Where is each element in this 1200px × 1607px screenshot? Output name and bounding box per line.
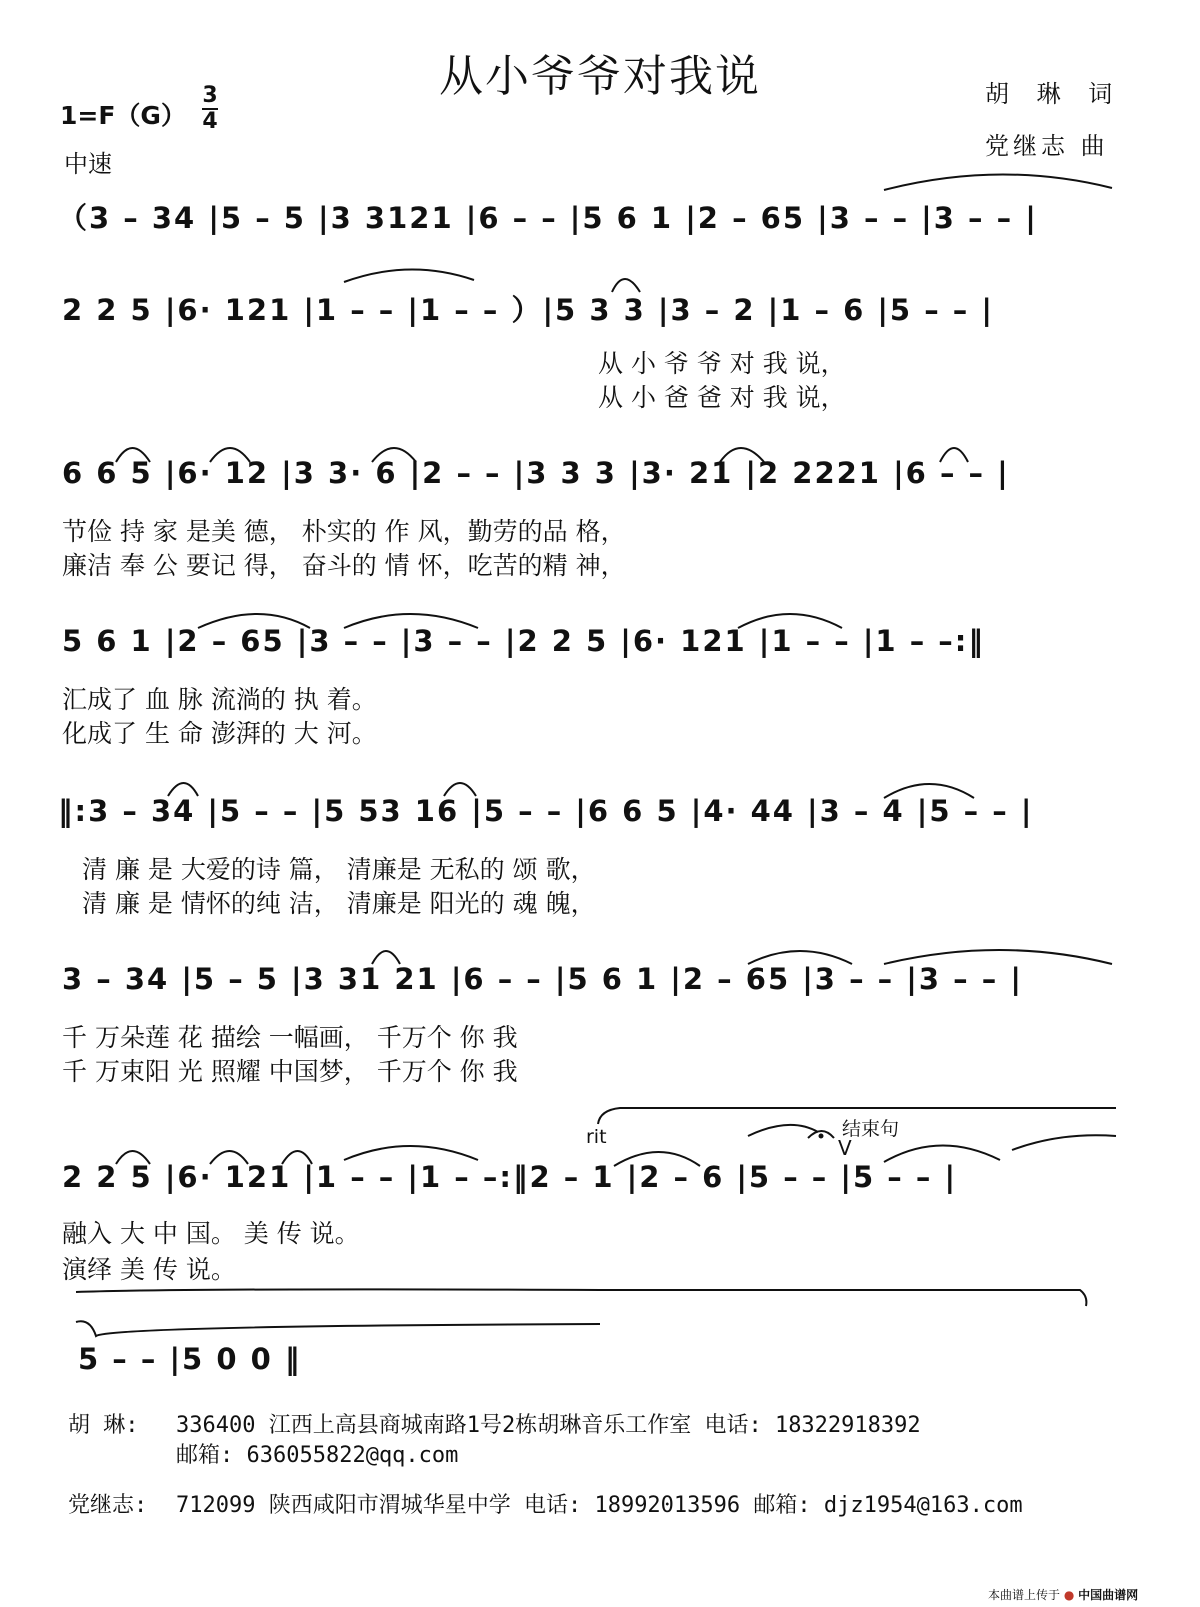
contact-hulin-line2: 邮箱: 636055822@qq.com bbox=[176, 1443, 459, 1468]
lyricist-credit: 胡 琳 词 bbox=[985, 80, 1123, 108]
slur-arc bbox=[116, 448, 150, 462]
fermata-icon bbox=[808, 1131, 834, 1139]
ending-phrase-label: 结束句 bbox=[842, 1118, 900, 1140]
lyric-verse-1: 千 万朵莲 花 描绘 一幅画， 千万个 你 我 bbox=[62, 1023, 518, 1052]
upload-credit-prefix: 本曲谱上传于 bbox=[988, 1588, 1061, 1602]
contact-dang-line: 712099 陕西咸阳市渭城华星中学 电话: 18992013596 邮箱: djz1954@163.com bbox=[176, 1493, 1023, 1518]
tie-arc bbox=[884, 1145, 1000, 1162]
tie-arc bbox=[344, 269, 474, 282]
notation-line: （3 – 34 |5 – 5 |3 3121 |6 – – |5 6 1 |2 – 65 |3 – – |3 – – | bbox=[58, 201, 1038, 235]
tie-arc bbox=[344, 1146, 478, 1160]
lyric-verse-1: 从 小 爷 爷 对 我 说， bbox=[598, 349, 846, 378]
tie-arc bbox=[884, 950, 1112, 964]
slur-arc bbox=[748, 951, 852, 964]
lyric-verse-2: 千 万束阳 光 照耀 中国梦， 千万个 你 我 bbox=[62, 1057, 518, 1086]
notation-line: 5 – – |5 0 0 ‖ bbox=[78, 1342, 302, 1376]
contact-dang-label: 党继志: bbox=[68, 1493, 148, 1518]
time-sig-denominator: 4 bbox=[202, 109, 218, 134]
lyric-verse-1: 融入 大 中 国。 美 传 说。 bbox=[62, 1219, 360, 1248]
slur-arc bbox=[282, 1151, 312, 1164]
lyric-verse-2: 化成了 生 命 澎湃的 大 河。 bbox=[62, 719, 377, 748]
slur-arc bbox=[210, 1151, 248, 1164]
site-name: 中国曲谱网 bbox=[1078, 1588, 1139, 1602]
notation-line: 5 6 1 |2 – 65 |3 – – |3 – – |2 2 5 |6· 121 |1 – – |1 – –:‖ bbox=[62, 624, 985, 658]
notation-line: 6 6 5 |6· 12 |3 3· 6 |2 – – |3 3 3 |3· 21 |2 2221 |6 – – | bbox=[62, 456, 1010, 490]
slur-arc bbox=[372, 951, 400, 964]
lyric-verse-2: 清 廉 是 情怀的纯 洁， 清廉是 阳光的 魂 魄， bbox=[82, 889, 596, 918]
lyric-verse-1: 节俭 持 家 是美 德， 朴实的 作 风，勤劳的品 格， bbox=[62, 517, 626, 546]
notation-line: 2 2 5 |6· 121 |1 – – |1 – –:‖2 – 1 |2 – 6 |5 – – |5 – – | bbox=[62, 1160, 958, 1194]
contact-hulin-line1: 336400 江西上高县商城南路1号2栋胡琳音乐工作室 电话: 18322918392 bbox=[176, 1413, 921, 1438]
slur-arc bbox=[210, 448, 250, 462]
rit-marking: rit bbox=[586, 1126, 607, 1148]
breath-mark: V bbox=[838, 1136, 852, 1160]
slur-arc bbox=[748, 1125, 818, 1136]
tempo-marking: 中速 bbox=[64, 150, 112, 178]
slur-arc bbox=[720, 448, 764, 462]
key-signature: 1=F（G） bbox=[60, 101, 186, 130]
lyric-verse-2: 从 小 爸 爸 对 我 说， bbox=[598, 383, 846, 412]
lyric-verse-2: 廉洁 奉 公 要记 得， 奋斗的 情 怀，吃苦的精 神， bbox=[62, 551, 626, 580]
slur-arc bbox=[940, 448, 968, 462]
slur-arc bbox=[738, 614, 842, 628]
slur-arc bbox=[116, 1151, 150, 1164]
song-title: 从小爷爷对我说 bbox=[439, 51, 761, 102]
tie-arc bbox=[344, 614, 478, 628]
slur-arc bbox=[372, 448, 416, 462]
time-sig-numerator: 3 bbox=[202, 83, 218, 108]
slur-arc bbox=[198, 614, 310, 628]
contact-hulin-label: 胡 琳: bbox=[68, 1413, 139, 1438]
slur-arc bbox=[168, 783, 198, 796]
notation-line: 2 2 5 |6· 121 |1 – – |1 – – ）|5 3 3 |3 – 2 |1 – 6 |5 – – | bbox=[62, 293, 994, 327]
tie-arc bbox=[884, 174, 1112, 190]
slur-arc bbox=[444, 783, 476, 796]
notation-line: 3 – 34 |5 – 5 |3 31 21 |6 – – |5 6 1 |2 – 65 |3 – – |3 – – | bbox=[62, 962, 1023, 996]
site-logo-icon: ● bbox=[1063, 1588, 1075, 1602]
slur-arc bbox=[612, 279, 640, 292]
lyric-verse-2: 演绎 美 传 说。 bbox=[62, 1255, 236, 1284]
notation-line: ‖:3 – 34 |5 – – |5 53 16 |5 – – |6 6 5 |4· 44 |3 – 4 |5 – – | bbox=[58, 794, 1034, 828]
slur-arc bbox=[884, 784, 974, 798]
slur-arc bbox=[614, 1152, 700, 1166]
tie-arc bbox=[76, 1321, 600, 1336]
composer-credit: 党继志 曲 bbox=[985, 132, 1109, 160]
lyric-verse-1: 清 廉 是 大爱的诗 篇， 清廉是 无私的 颂 歌， bbox=[82, 855, 596, 884]
tie-arc bbox=[76, 1289, 1086, 1306]
tie-arc bbox=[1012, 1135, 1116, 1150]
rit-bracket bbox=[598, 1108, 1116, 1124]
lyric-verse-1: 汇成了 血 脉 流淌的 执 着。 bbox=[62, 685, 377, 714]
upload-credit bbox=[988, 1586, 1138, 1603]
